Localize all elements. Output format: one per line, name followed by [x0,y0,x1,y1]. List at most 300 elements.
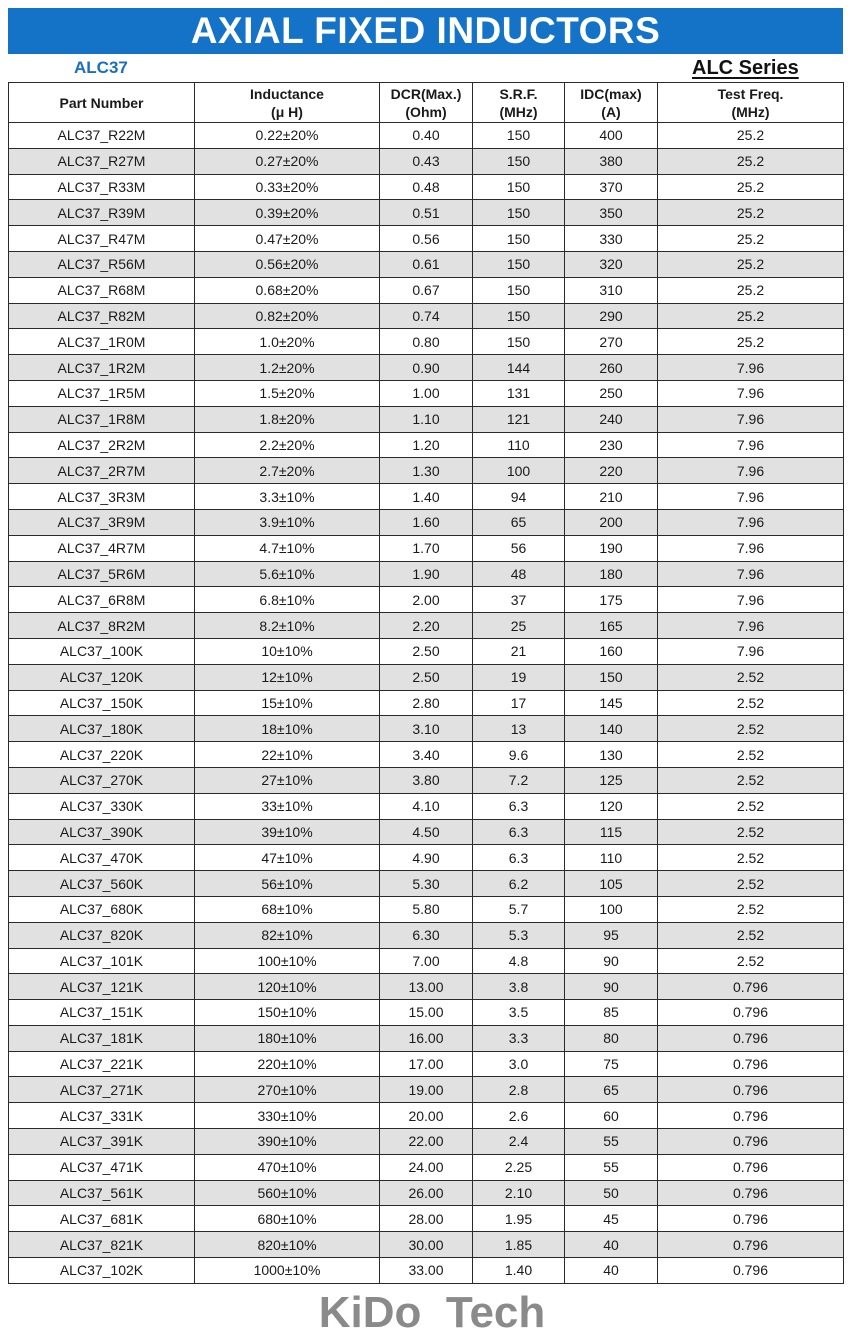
table-row [9,123,844,149]
cell-test-freq: 7.96 [658,638,844,664]
column-header-unit: (MHz) [731,103,770,120]
table-row [9,535,844,561]
column-header-dcr [380,83,473,123]
cell-test-freq: 2.52 [658,716,844,742]
cell-idc: 90 [565,974,658,1000]
cell-srf: 37 [473,587,565,613]
table-row [9,948,844,974]
cell-srf: 25 [473,613,565,639]
cell-test-freq: 2.52 [658,871,844,897]
table-row [9,1103,844,1129]
cell-inductance: 270±10% [195,1077,380,1103]
cell-test-freq: 0.796 [658,1103,844,1129]
cell-part-number: ALC37_560K [9,871,195,897]
cell-idc: 200 [565,509,658,535]
table-row [9,922,844,948]
cell-dcr: 5.80 [380,896,473,922]
cell-dcr: 2.50 [380,664,473,690]
cell-idc: 40 [565,1232,658,1258]
cell-srf: 150 [473,329,565,355]
cell-idc: 270 [565,329,658,355]
table-row [9,871,844,897]
table-row [9,1206,844,1232]
cell-dcr: 0.51 [380,200,473,226]
cell-dcr: 0.90 [380,355,473,381]
cell-idc: 330 [565,226,658,252]
cell-srf: 150 [473,123,565,149]
cell-inductance: 330±10% [195,1103,380,1129]
cell-srf: 2.8 [473,1077,565,1103]
cell-idc: 120 [565,793,658,819]
cell-srf: 150 [473,200,565,226]
cell-test-freq: 2.52 [658,690,844,716]
cell-srf: 150 [473,303,565,329]
cell-inductance: 0.82±20% [195,303,380,329]
cell-test-freq: 7.96 [658,484,844,510]
cell-srf: 2.25 [473,1154,565,1180]
column-header-test-freq [658,83,844,123]
cell-inductance: 47±10% [195,845,380,871]
column-header-srf [473,83,565,123]
cell-test-freq: 0.796 [658,1000,844,1026]
cell-idc: 310 [565,277,658,303]
table-row [9,1129,844,1155]
cell-part-number: ALC37_R82M [9,303,195,329]
cell-idc: 160 [565,638,658,664]
cell-srf: 5.3 [473,922,565,948]
table-row [9,587,844,613]
cell-srf: 4.8 [473,948,565,974]
cell-srf: 100 [473,458,565,484]
cell-inductance: 6.8±10% [195,587,380,613]
table-row [9,690,844,716]
cell-srf: 6.3 [473,845,565,871]
spec-table [8,82,844,1284]
column-header-label: S.R.F. [499,85,538,102]
cell-srf: 19 [473,664,565,690]
cell-srf: 150 [473,174,565,200]
cell-part-number: ALC37_151K [9,1000,195,1026]
cell-test-freq: 25.2 [658,329,844,355]
cell-idc: 230 [565,432,658,458]
cell-idc: 140 [565,716,658,742]
cell-part-number: ALC37_821K [9,1232,195,1258]
cell-inductance: 4.7±10% [195,535,380,561]
cell-srf: 1.40 [473,1258,565,1284]
cell-part-number: ALC37_R68M [9,277,195,303]
cell-srf: 6.3 [473,819,565,845]
cell-dcr: 7.00 [380,948,473,974]
cell-inductance: 1.5±20% [195,380,380,406]
cell-dcr: 1.20 [380,432,473,458]
table-row [9,1154,844,1180]
cell-part-number: ALC37_1R5M [9,380,195,406]
cell-part-number: ALC37_681K [9,1206,195,1232]
cell-srf: 150 [473,251,565,277]
cell-test-freq: 2.52 [658,896,844,922]
cell-test-freq: 7.96 [658,509,844,535]
table-row [9,716,844,742]
column-header-label: IDC(max) [580,85,642,102]
cell-idc: 350 [565,200,658,226]
cell-dcr: 0.43 [380,148,473,174]
cell-inductance: 2.7±20% [195,458,380,484]
table-row [9,329,844,355]
cell-part-number: ALC37_181K [9,1025,195,1051]
cell-idc: 400 [565,123,658,149]
cell-inductance: 180±10% [195,1025,380,1051]
column-header-idc [565,83,658,123]
cell-part-number: ALC37_2R7M [9,458,195,484]
table-row [9,896,844,922]
cell-srf: 56 [473,535,565,561]
cell-dcr: 1.40 [380,484,473,510]
cell-idc: 115 [565,819,658,845]
cell-srf: 13 [473,716,565,742]
cell-inductance: 8.2±10% [195,613,380,639]
cell-inductance: 1000±10% [195,1258,380,1284]
table-row [9,226,844,252]
column-header-inductance [195,83,380,123]
cell-part-number: ALC37_221K [9,1051,195,1077]
cell-idc: 90 [565,948,658,974]
cell-idc: 145 [565,690,658,716]
cell-part-number: ALC37_101K [9,948,195,974]
table-row [9,1025,844,1051]
cell-inductance: 0.47±20% [195,226,380,252]
cell-part-number: ALC37_180K [9,716,195,742]
cell-inductance: 0.68±20% [195,277,380,303]
cell-test-freq: 0.796 [658,1232,844,1258]
cell-inductance: 1.8±20% [195,406,380,432]
cell-dcr: 33.00 [380,1258,473,1284]
table-row [9,767,844,793]
table-row [9,613,844,639]
cell-dcr: 16.00 [380,1025,473,1051]
cell-srf: 150 [473,148,565,174]
cell-dcr: 0.40 [380,123,473,149]
cell-dcr: 1.70 [380,535,473,561]
cell-dcr: 3.80 [380,767,473,793]
cell-srf: 6.3 [473,793,565,819]
cell-srf: 1.85 [473,1232,565,1258]
cell-dcr: 3.40 [380,742,473,768]
cell-test-freq: 2.52 [658,948,844,974]
cell-inductance: 120±10% [195,974,380,1000]
table-row [9,638,844,664]
cell-idc: 60 [565,1103,658,1129]
table-row [9,200,844,226]
cell-srf: 9.6 [473,742,565,768]
cell-idc: 380 [565,148,658,174]
column-header-label: Test Freq. [717,85,784,102]
cell-idc: 85 [565,1000,658,1026]
model-code: ALC37 [74,58,128,77]
cell-idc: 175 [565,587,658,613]
table-row [9,1232,844,1258]
cell-part-number: ALC37_391K [9,1129,195,1155]
table-row [9,406,844,432]
cell-dcr: 22.00 [380,1129,473,1155]
column-header-part-number [9,83,195,123]
cell-srf: 3.3 [473,1025,565,1051]
table-row [9,561,844,587]
cell-srf: 3.5 [473,1000,565,1026]
table-row [9,1077,844,1103]
column-header-label: Part Number [59,94,144,111]
cell-dcr: 2.00 [380,587,473,613]
cell-part-number: ALC37_120K [9,664,195,690]
table-row [9,174,844,200]
cell-test-freq: 2.52 [658,845,844,871]
cell-part-number: ALC37_1R2M [9,355,195,381]
cell-srf: 6.2 [473,871,565,897]
table-row [9,432,844,458]
page-title-banner: AXIAL FIXED INDUCTORS [8,8,843,54]
cell-idc: 100 [565,896,658,922]
cell-srf: 150 [473,277,565,303]
cell-idc: 190 [565,535,658,561]
cell-dcr: 30.00 [380,1232,473,1258]
cell-dcr: 0.48 [380,174,473,200]
cell-dcr: 1.10 [380,406,473,432]
cell-part-number: ALC37_3R9M [9,509,195,535]
cell-test-freq: 0.796 [658,1129,844,1155]
cell-part-number: ALC37_220K [9,742,195,768]
cell-test-freq: 25.2 [658,251,844,277]
cell-part-number: ALC37_331K [9,1103,195,1129]
cell-test-freq: 7.96 [658,406,844,432]
cell-idc: 110 [565,845,658,871]
cell-srf: 21 [473,638,565,664]
cell-part-number: ALC37_150K [9,690,195,716]
cell-test-freq: 25.2 [658,277,844,303]
cell-dcr: 1.60 [380,509,473,535]
cell-idc: 55 [565,1154,658,1180]
cell-dcr: 4.90 [380,845,473,871]
table-row [9,380,844,406]
cell-test-freq: 0.796 [658,1051,844,1077]
cell-test-freq: 7.96 [658,458,844,484]
cell-dcr: 19.00 [380,1077,473,1103]
cell-test-freq: 0.796 [658,1258,844,1284]
cell-test-freq: 7.96 [658,587,844,613]
cell-idc: 50 [565,1180,658,1206]
cell-dcr: 0.61 [380,251,473,277]
cell-dcr: 5.30 [380,871,473,897]
cell-srf: 3.0 [473,1051,565,1077]
cell-part-number: ALC37_5R6M [9,561,195,587]
cell-inductance: 12±10% [195,664,380,690]
cell-test-freq: 0.796 [658,1154,844,1180]
table-header-row [9,83,844,123]
cell-inductance: 82±10% [195,922,380,948]
cell-test-freq: 2.52 [658,742,844,768]
cell-srf: 5.7 [473,896,565,922]
cell-idc: 290 [565,303,658,329]
column-header-unit: (Ohm) [405,103,447,120]
cell-inductance: 150±10% [195,1000,380,1026]
cell-test-freq: 7.96 [658,613,844,639]
cell-dcr: 1.30 [380,458,473,484]
cell-srf: 110 [473,432,565,458]
cell-idc: 370 [565,174,658,200]
cell-inductance: 2.2±20% [195,432,380,458]
cell-dcr: 1.90 [380,561,473,587]
cell-inductance: 680±10% [195,1206,380,1232]
cell-inductance: 0.39±20% [195,200,380,226]
cell-test-freq: 2.52 [658,793,844,819]
cell-part-number: ALC37_330K [9,793,195,819]
cell-inductance: 0.33±20% [195,174,380,200]
cell-part-number: ALC37_270K [9,767,195,793]
cell-inductance: 22±10% [195,742,380,768]
cell-dcr: 2.80 [380,690,473,716]
cell-idc: 220 [565,458,658,484]
table-row [9,251,844,277]
cell-idc: 260 [565,355,658,381]
cell-srf: 17 [473,690,565,716]
cell-part-number: ALC37_R39M [9,200,195,226]
cell-test-freq: 2.52 [658,922,844,948]
table-row [9,1258,844,1284]
cell-idc: 65 [565,1077,658,1103]
cell-inductance: 27±10% [195,767,380,793]
cell-srf: 65 [473,509,565,535]
cell-dcr: 6.30 [380,922,473,948]
cell-dcr: 0.74 [380,303,473,329]
column-header-unit: (μ H) [271,103,303,120]
cell-dcr: 13.00 [380,974,473,1000]
cell-idc: 40 [565,1258,658,1284]
table-row [9,845,844,871]
cell-part-number: ALC37_271K [9,1077,195,1103]
table-row [9,1000,844,1026]
cell-part-number: ALC37_102K [9,1258,195,1284]
cell-srf: 7.2 [473,767,565,793]
cell-test-freq: 25.2 [658,226,844,252]
cell-inductance: 220±10% [195,1051,380,1077]
cell-inductance: 33±10% [195,793,380,819]
cell-inductance: 0.56±20% [195,251,380,277]
table-row [9,277,844,303]
cell-srf: 48 [473,561,565,587]
cell-test-freq: 7.96 [658,561,844,587]
cell-inductance: 0.22±20% [195,123,380,149]
cell-test-freq: 25.2 [658,123,844,149]
cell-idc: 125 [565,767,658,793]
cell-dcr: 2.50 [380,638,473,664]
cell-inductance: 3.9±10% [195,509,380,535]
cell-idc: 55 [565,1129,658,1155]
table-row [9,664,844,690]
series-name: ALC Series [692,57,799,79]
cell-test-freq: 25.2 [658,200,844,226]
cell-test-freq: 7.96 [658,355,844,381]
cell-idc: 250 [565,380,658,406]
cell-test-freq: 2.52 [658,819,844,845]
cell-part-number: ALC37_471K [9,1154,195,1180]
cell-part-number: ALC37_100K [9,638,195,664]
column-header-unit: (A) [601,103,621,120]
cell-part-number: ALC37_390K [9,819,195,845]
cell-inductance: 18±10% [195,716,380,742]
cell-test-freq: 0.796 [658,1206,844,1232]
table-row [9,1051,844,1077]
cell-srf: 1.95 [473,1206,565,1232]
cell-inductance: 10±10% [195,638,380,664]
cell-part-number: ALC37_121K [9,974,195,1000]
cell-inductance: 1.2±20% [195,355,380,381]
cell-dcr: 4.10 [380,793,473,819]
cell-part-number: ALC37_8R2M [9,613,195,639]
cell-srf: 131 [473,380,565,406]
cell-dcr: 17.00 [380,1051,473,1077]
table-row [9,1180,844,1206]
cell-part-number: ALC37_3R3M [9,484,195,510]
cell-part-number: ALC37_R22M [9,123,195,149]
table-row [9,484,844,510]
cell-part-number: ALC37_R47M [9,226,195,252]
cell-idc: 320 [565,251,658,277]
cell-dcr: 3.10 [380,716,473,742]
cell-test-freq: 0.796 [658,1077,844,1103]
table-row [9,742,844,768]
footer-brand: KiDo Tech [318,1288,546,1337]
cell-inductance: 820±10% [195,1232,380,1258]
cell-inductance: 100±10% [195,948,380,974]
cell-part-number: ALC37_R33M [9,174,195,200]
table-row [9,819,844,845]
cell-srf: 2.6 [473,1103,565,1129]
cell-idc: 150 [565,664,658,690]
cell-dcr: 20.00 [380,1103,473,1129]
cell-idc: 130 [565,742,658,768]
cell-test-freq: 7.96 [658,535,844,561]
cell-dcr: 0.67 [380,277,473,303]
cell-inductance: 0.27±20% [195,148,380,174]
column-header-unit: (MHz) [499,103,538,120]
cell-dcr: 4.50 [380,819,473,845]
cell-dcr: 1.00 [380,380,473,406]
cell-part-number: ALC37_561K [9,1180,195,1206]
cell-inductance: 1.0±20% [195,329,380,355]
cell-inductance: 470±10% [195,1154,380,1180]
cell-idc: 80 [565,1025,658,1051]
cell-inductance: 15±10% [195,690,380,716]
cell-dcr: 15.00 [380,1000,473,1026]
cell-test-freq: 7.96 [658,432,844,458]
cell-part-number: ALC37_820K [9,922,195,948]
cell-part-number: ALC37_R56M [9,251,195,277]
column-header-label: Inductance [250,85,324,102]
cell-idc: 105 [565,871,658,897]
cell-dcr: 2.20 [380,613,473,639]
cell-part-number: ALC37_1R0M [9,329,195,355]
cell-inductance: 3.3±10% [195,484,380,510]
cell-test-freq: 0.796 [658,1025,844,1051]
table-row [9,509,844,535]
table-body [9,123,844,1284]
cell-test-freq: 2.52 [658,767,844,793]
cell-part-number: ALC37_1R8M [9,406,195,432]
cell-inductance: 68±10% [195,896,380,922]
cell-test-freq: 25.2 [658,174,844,200]
table-row [9,458,844,484]
cell-test-freq: 0.796 [658,974,844,1000]
cell-idc: 75 [565,1051,658,1077]
cell-idc: 240 [565,406,658,432]
